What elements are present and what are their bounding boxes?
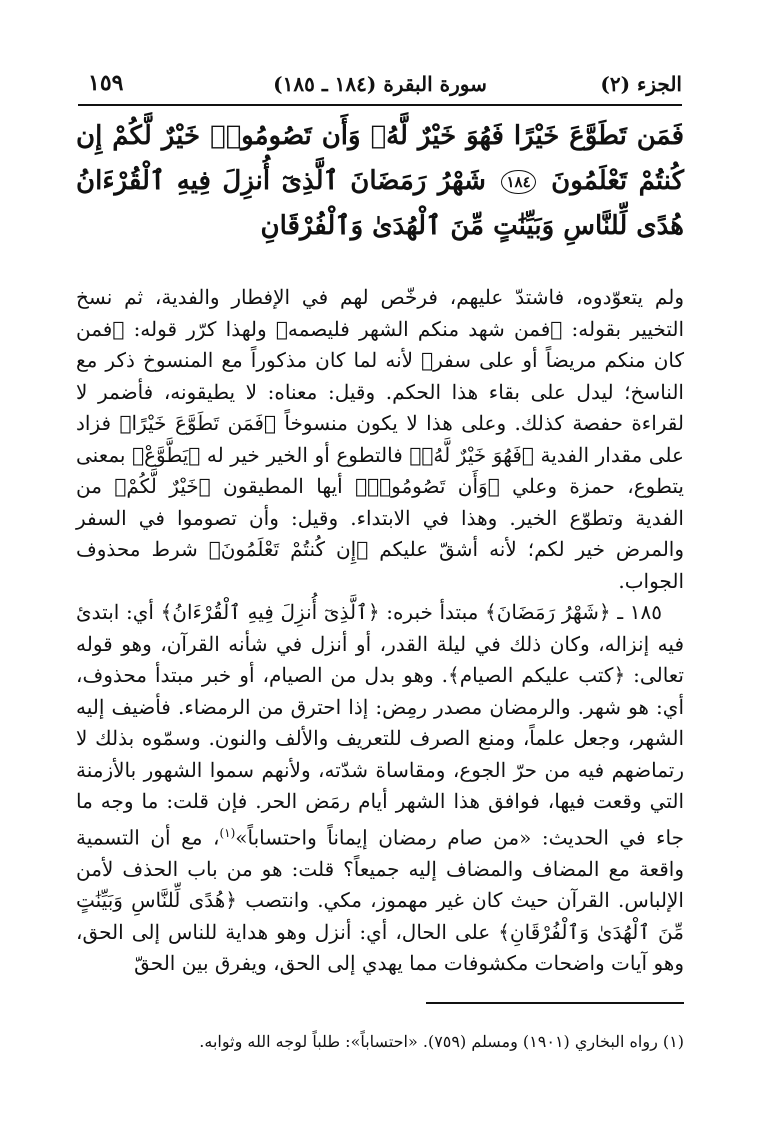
commentary-paragraph: ولم يتعوّدوه، فاشتدّ عليهم، فرخّص لهم في الإفطار والفدية، ثم نسخ التخيير بقوله: ﴿فمن شهد منكم الشهر فليصمه﴾ ولهذا كرّر قوله: ﴿فمن كان منكم مريضاً أو على سفر﴾ لأنه لما كان مذكوراً مع المنسوخ ذكر مع الناسخ؛ ليدل على بقاء هذا الحكم. وقيل: معناه: لا يطيقونه، فأضمر لا لقراءة حفصة كذلك. وعلى هذا لا يكون منسوخاً ﴿فَمَن تَطَوَّعَ خَيْرًا﴾ فزاد على مقدار الفدية ﴿فَهُوَ خَيْرٌ لَّهُۥ﴾ فالتطوع أو الخير خير له ﴿يَطَّوَّعْ﴾ بمعنى يتطوع، حمزة وعلي ﴿وَأَن تَصُومُوا۟﴾ أيها المطيقون ﴿خَيْرٌ لَّكُمْ﴾ من الفدية وتطوّع الخير. وهذا في الابتداء. وقيل: وأن تصوموا في السفر والمرض خير لكم؛ لأنه أشقّ عليكم ﴿إِن كُنتُمْ تَعْلَمُونَ﴾ شرط محذوف الجواب. [76, 285, 685, 593]
running-header [78, 60, 682, 100]
commentary-body [76, 282, 684, 980]
ayah-number-marker: ١٨٤ [501, 170, 535, 194]
quran-verse-text: شَهْرُ رَمَضَانَ ٱلَّذِىٓ أُنزِلَ فِيهِ ٱلْقُرْءَانُ هُدًى لِّلنَّاسِ وَبَيِّنَٰتٍ مِّنَ ٱلْهُدَىٰ وَٱلْفُرْقَانِ [76, 166, 684, 241]
page-number: ١٥٩ [88, 70, 124, 96]
footnote: (١) رواه البخاري (١٩٠١) ومسلم (٧٥٩). «احتساباً»: طلباً لوجه الله وثوابه. [199, 1032, 684, 1051]
footnote-reference: (١) [219, 825, 236, 840]
commentary-paragraph [76, 597, 684, 980]
commentary-text: ١٨٥ ـ ﴿شَهْرُ رَمَضَانَ﴾ مبتدأ خبره: ﴿ٱلَّذِىٓ أُنزِلَ فِيهِ ٱلْقُرْءَانُ﴾ أي: ابتدئ فيه إنزاله، وكان ذلك في ليلة القدر، أو أنزل في شأنه القرآن، وهو قوله تعالى: ﴿كتب عليكم الصيام﴾. وهو بدل من الصيام، أو خبر مبتدأ محذوف، أي: هو شهر. والرمضان مصدر رمِض: إذا احترق من الرمضاء. فأضيف إليه الشهر، وجعل علماً، ومنع الصرف للتعريف والألف والنون. وسمّوه بذلك لا رتماضهم فيه من حرّ الجوع، ومقاساة شدّته، ولأنهم سموا الشهور بالأزمنة التي وقعت فيها، فوافق هذا الشهر أيام رمَض الحر. فإن قلت: ما وجه ما جاء في الحديث: «من صام رمضان إيماناً واحتساباً» [76, 600, 684, 850]
juz-label: الجزء (٢) [600, 72, 682, 96]
commentary-text: ، مع أن التسمية واقعة مع المضاف والمضاف إليه جميعاً؟ قلت: هو من باب الحذف لأمن الإلباس. القرآن حيث كان غير مهموز، مكي. وانتصب ﴿هُدًى لِّلنَّاسِ وَبَيِّنَٰتٍ مِّنَ ٱلْهُدَىٰ وَٱلْفُرْقَانِ﴾ على الحال، أي: أنزل وهو هداية للناس إلى الحق، وهو آيات واضحات مكشوفات مما يهدي إلى الحق، ويفرق بين الحقّ [76, 825, 684, 976]
header-divider [78, 104, 682, 106]
footnote-divider [426, 1002, 684, 1004]
quran-verse-text: فَمَن تَطَوَّعَ خَيْرًا فَهُوَ خَيْرٌ لَّهُۥ وَأَن تَصُومُوا۟ خَيْرٌ لَّكُمْ إِن كُنتُمْ تَعْلَمُونَ [76, 121, 684, 196]
quran-verse-block [76, 114, 684, 249]
surah-title: سورة البقرة (١٨٤ ـ ١٨٥) [273, 72, 487, 96]
